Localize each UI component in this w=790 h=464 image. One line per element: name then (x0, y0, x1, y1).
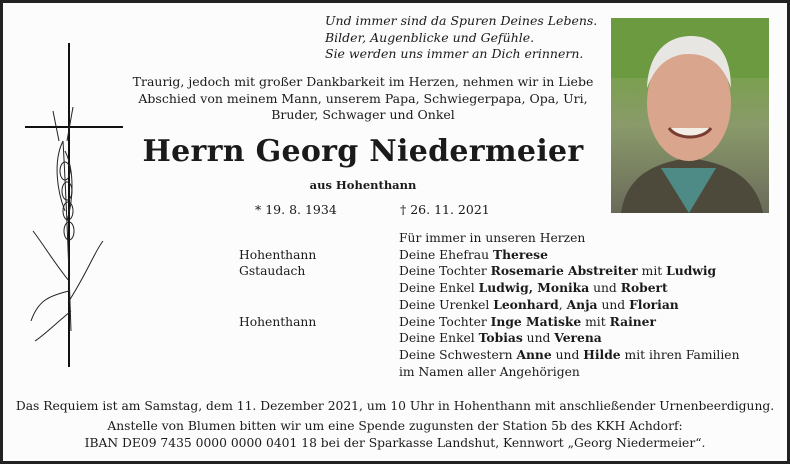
family-member-name: Tobias (478, 330, 523, 346)
family-relation-text: und (522, 331, 555, 346)
family-location: Gstaudach (239, 264, 306, 279)
family-member-text (399, 330, 602, 347)
family-member-name: Ludwig (666, 263, 717, 279)
family-row (239, 314, 740, 331)
donation-text (3, 418, 787, 452)
family-member-name: Ludwig, Monika (478, 280, 590, 296)
intro-line: Traurig, jedoch mit großer Dankbarkeit im Herzen, nehmen wir in Liebe (132, 74, 594, 89)
family-relation-text: Deine Urenkel (399, 297, 494, 312)
death-date: † 26. 11. 2021 (400, 202, 490, 217)
family-relation-text: und (589, 281, 621, 296)
family-row (239, 347, 740, 364)
family-member-text (399, 280, 668, 297)
family-member-text (399, 364, 580, 381)
hometown: aus Hohenthann (309, 178, 417, 192)
family-relation-text: Deine Enkel (399, 281, 479, 296)
family-relation-text: mit (581, 314, 610, 329)
motto-line: Sie werden uns immer an Dich erinnern. (325, 46, 584, 61)
family-relation-text: Deine Schwestern (399, 347, 517, 362)
family-relation-text: und (551, 347, 584, 362)
family-location (239, 330, 399, 347)
family-row (239, 330, 740, 347)
family-relation-text: und (597, 297, 630, 312)
motto-verse (325, 13, 597, 63)
family-member-name: Anne (516, 346, 552, 362)
family-row (239, 364, 740, 381)
portrait-image (611, 18, 769, 213)
donation-line: Anstelle von Blumen bitten wir um eine Spende zugunsten der Station 5b des KKH Achdorf: (107, 419, 683, 433)
family-relation-text: Für immer in unseren Herzen (399, 231, 586, 245)
cross-with-wheat-icon (23, 41, 123, 371)
family-member-name: Anja (566, 296, 598, 312)
family-relation-text: im Namen aller Angehörigen (399, 364, 580, 379)
family-member-text (399, 230, 585, 247)
family-relation-text: mit ihren Familien (620, 347, 740, 362)
family-location: Hohenthann (239, 314, 317, 329)
intro-text (113, 74, 613, 124)
family-row (239, 280, 740, 297)
family-member-name: Therese (492, 246, 548, 262)
family-member-text (399, 263, 716, 280)
family-member-name: Rosemarie Abstreiter (490, 263, 638, 279)
portrait-photo (611, 18, 769, 213)
family-relation-text: , (558, 297, 567, 312)
family-list (239, 230, 740, 380)
family-location (239, 347, 399, 364)
family-relation-text: Deine Tochter (399, 264, 491, 279)
family-row (239, 297, 740, 314)
family-location (239, 297, 399, 314)
motto-line: Und immer sind da Spuren Deines Lebens. (325, 13, 598, 28)
intro-line: Bruder, Schwager und Onkel (271, 107, 455, 122)
family-relation-text: Deine Enkel (399, 331, 479, 346)
family-location (239, 230, 399, 247)
motto-line: Bilder, Augenblicke und Gefühle. (325, 29, 535, 45)
family-relation-text: Deine Tochter (399, 314, 491, 329)
family-relation-text: mit (637, 264, 667, 279)
family-row (239, 263, 740, 280)
family-member-text (399, 247, 548, 264)
family-location (239, 280, 399, 297)
family-member-name: Hilde (583, 346, 621, 362)
family-member-text (399, 297, 679, 314)
family-member-text (399, 314, 656, 331)
family-member-name: Leonhard (493, 296, 559, 312)
family-row (239, 247, 740, 264)
family-member-name: Florian (629, 296, 679, 312)
family-member-name: Rainer (609, 313, 656, 329)
family-row (239, 230, 740, 247)
intro-line: Abschied von meinem Mann, unserem Papa, Schwiegerpapa, Opa, Uri, (138, 90, 588, 106)
deceased-name: Herrn Georg Niedermeier (142, 134, 584, 169)
family-member-name: Robert (620, 280, 668, 296)
family-location (239, 364, 399, 381)
iban-line: IBAN DE09 7435 0000 0000 0401 18 bei der Sparkasse Landshut, Kennwort „Georg Niedermeier“. (84, 436, 706, 450)
family-member-text (399, 347, 740, 364)
family-member-name: Inge Matiske (490, 313, 582, 329)
requiem-text: Das Requiem ist am Samstag, dem 11. Dezember 2021, um 10 Uhr in Hohenthann mit anschließender Urnenbeerdigung. (15, 399, 775, 413)
family-relation-text: Deine Ehefrau (399, 247, 493, 262)
family-location: Hohenthann (239, 247, 317, 262)
birth-date: * 19. 8. 1934 (255, 202, 337, 217)
family-member-name: Verena (554, 330, 602, 346)
